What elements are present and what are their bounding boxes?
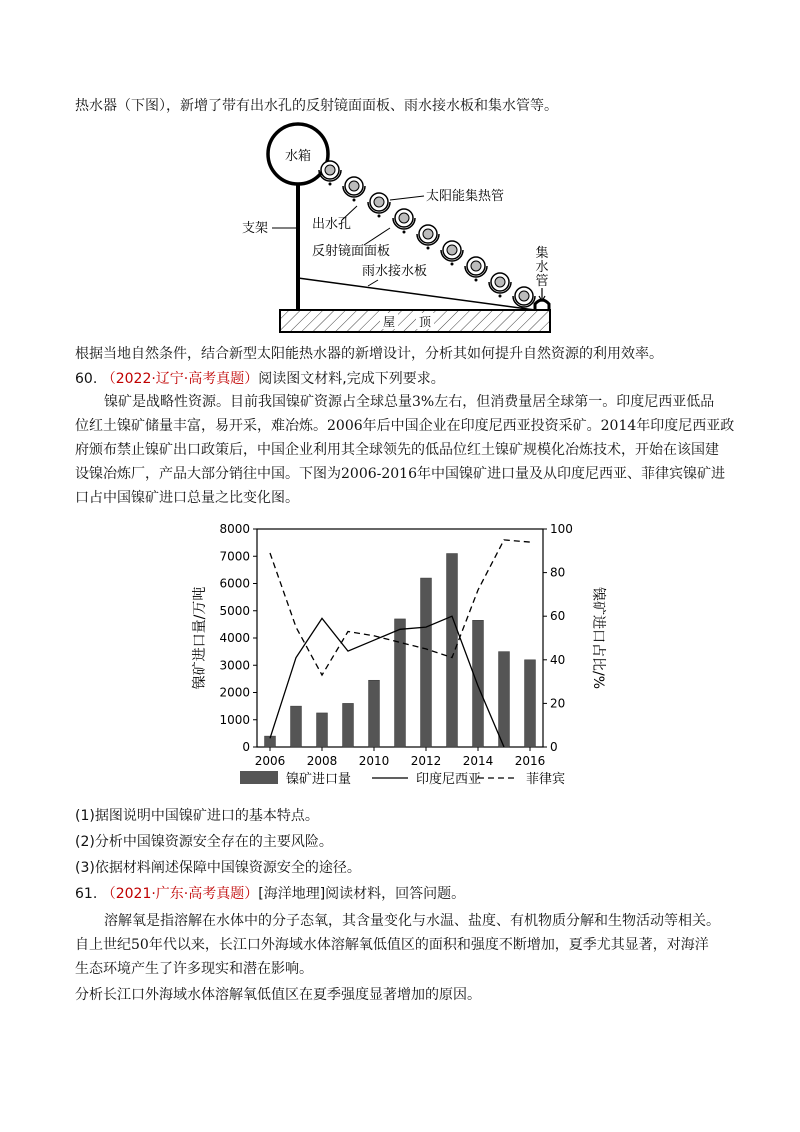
q60-material-line: 府颁布禁止镍矿出口政策后，中国企业利用其全球领先的低品位红土镍矿规模化冶炼技术，开始在该国建	[75, 442, 719, 458]
q60-instruction: 阅读图文材料,完成下列要求。	[258, 371, 445, 387]
intro-line: 热水器（下图），新增了带有出水孔的反射镜面面板、雨水接水板和集水管等。	[75, 98, 558, 114]
q60-material-line: 位红土镍矿储量丰富，易开采，难冶炼。2006年后中国企业在印度尼西亚投资采矿。2014年印度尼西亚政	[75, 418, 735, 434]
y2-tick-label: 0	[550, 740, 558, 754]
support-label: 支架	[242, 221, 269, 236]
y-tick-label: 7000	[219, 549, 250, 564]
q61-material-line: 生态环境产生了许多现实和潜在影响。	[75, 961, 313, 977]
q61-source: （2021·广东·高考真题）	[101, 886, 259, 902]
q60-question: (2)分析中国镍资源安全存在的主要风险。	[75, 834, 333, 850]
legend-label: 菲律宾	[526, 772, 566, 787]
y-tick-label: 4000	[219, 631, 250, 645]
q61-header	[75, 884, 465, 904]
q61-task: 分析长江口外海域水体溶解氧低值区在夏季强度显著增加的原因。	[75, 987, 481, 1003]
x-tick-label: 2008	[306, 754, 338, 768]
y-tick-label: 8000	[219, 522, 250, 536]
bar	[343, 703, 354, 747]
legend-label: 印度尼西亚	[416, 772, 482, 787]
outlet-label: 出水孔	[312, 217, 352, 232]
q61-number: 61.	[75, 886, 98, 902]
tank-label: 水箱	[284, 149, 312, 164]
bar	[473, 620, 484, 747]
x-tick-label: 2010	[358, 754, 390, 768]
q60-material-line: 镍矿是战略性资源。目前我国镍矿资源占全球总量3%左右，但消费量居全球第一。印度尼西亚低品	[104, 394, 715, 410]
y2-tick-label: 40	[550, 652, 566, 667]
x-tick-label: 2012	[410, 754, 442, 768]
bar	[291, 706, 302, 747]
y-tick-label: 1000	[219, 712, 250, 727]
q60-header	[75, 369, 445, 389]
bar	[317, 713, 328, 747]
pipe-char-2: 水	[535, 260, 549, 275]
y-tick-label: 0	[242, 740, 250, 754]
q61-material-line: 自上世纪50年代以来，长江口外海域水体溶解氧低值区的面积和强度不断增加，夏季尤其显著，对海洋	[75, 937, 709, 953]
pipe-char-1: 集	[535, 246, 549, 261]
rain-board-label: 雨水接水板	[362, 264, 428, 279]
q60-question: (3)依据材料阐述保障中国镍资源安全的途径。	[75, 860, 361, 876]
bar	[499, 652, 510, 747]
bar	[395, 619, 406, 747]
bar	[525, 660, 536, 747]
bar	[421, 578, 432, 747]
y-tick-label: 2000	[219, 685, 250, 700]
q60-question: (1)据图说明中国镍矿进口的基本特点。	[75, 808, 319, 824]
roof	[280, 310, 550, 332]
q60-source: （2022·辽宁·高考真题）	[101, 371, 259, 387]
y-axis-title: 镍矿进口量/万吨	[192, 586, 208, 690]
y-tick-label: 5000	[219, 603, 250, 618]
q60-number: 60.	[75, 371, 98, 387]
q59-task: 根据当地自然条件，结合新型太阳能热水器的新增设计，分析其如何提升自然资源的利用效率。	[75, 346, 663, 362]
y-tick-label: 3000	[219, 658, 250, 673]
bar	[369, 680, 380, 747]
bar	[447, 554, 458, 747]
roof-char-2: 顶	[418, 315, 432, 329]
x-tick-label: 2006	[254, 754, 286, 768]
pipe-char-3: 管	[535, 274, 549, 289]
roof-char-1: 屋	[382, 315, 396, 329]
y2-tick-label: 100	[550, 522, 573, 536]
y2-axis-title: 镍矿进口占比/%	[590, 586, 606, 690]
y2-tick-label: 60	[550, 609, 566, 624]
y2-tick-label: 20	[550, 696, 566, 711]
reflector-label: 反射镜面面板	[312, 244, 391, 259]
y-tick-label: 6000	[219, 576, 250, 591]
indonesia-line	[270, 616, 504, 747]
q61-instruction: [海洋地理]阅读材料，回答问题。	[258, 886, 466, 902]
x-tick-label: 2016	[514, 754, 546, 768]
q61-material-line: 溶解氧是指溶解在水体中的分子态氧，其含量变化与水温、盐度、有机物质分解和生物活动等相关。	[104, 913, 720, 929]
legend-label: 镍矿进口量	[286, 772, 352, 787]
legend-swatch-bar	[240, 771, 278, 784]
q60-material-line: 口占中国镍矿进口总量之比变化图。	[75, 490, 299, 506]
x-tick-label: 2014	[462, 754, 494, 768]
nickel-import-chart	[180, 515, 606, 800]
collector-label: 太阳能集热管	[426, 189, 505, 204]
q60-material-line: 设镍冶炼厂，产品大部分销往中国。下图为2006-2016年中国镍矿进口量及从印度尼西亚、菲律宾镍矿进	[75, 466, 725, 482]
solar-heater-diagram	[230, 120, 580, 345]
y2-tick-label: 80	[550, 565, 566, 580]
